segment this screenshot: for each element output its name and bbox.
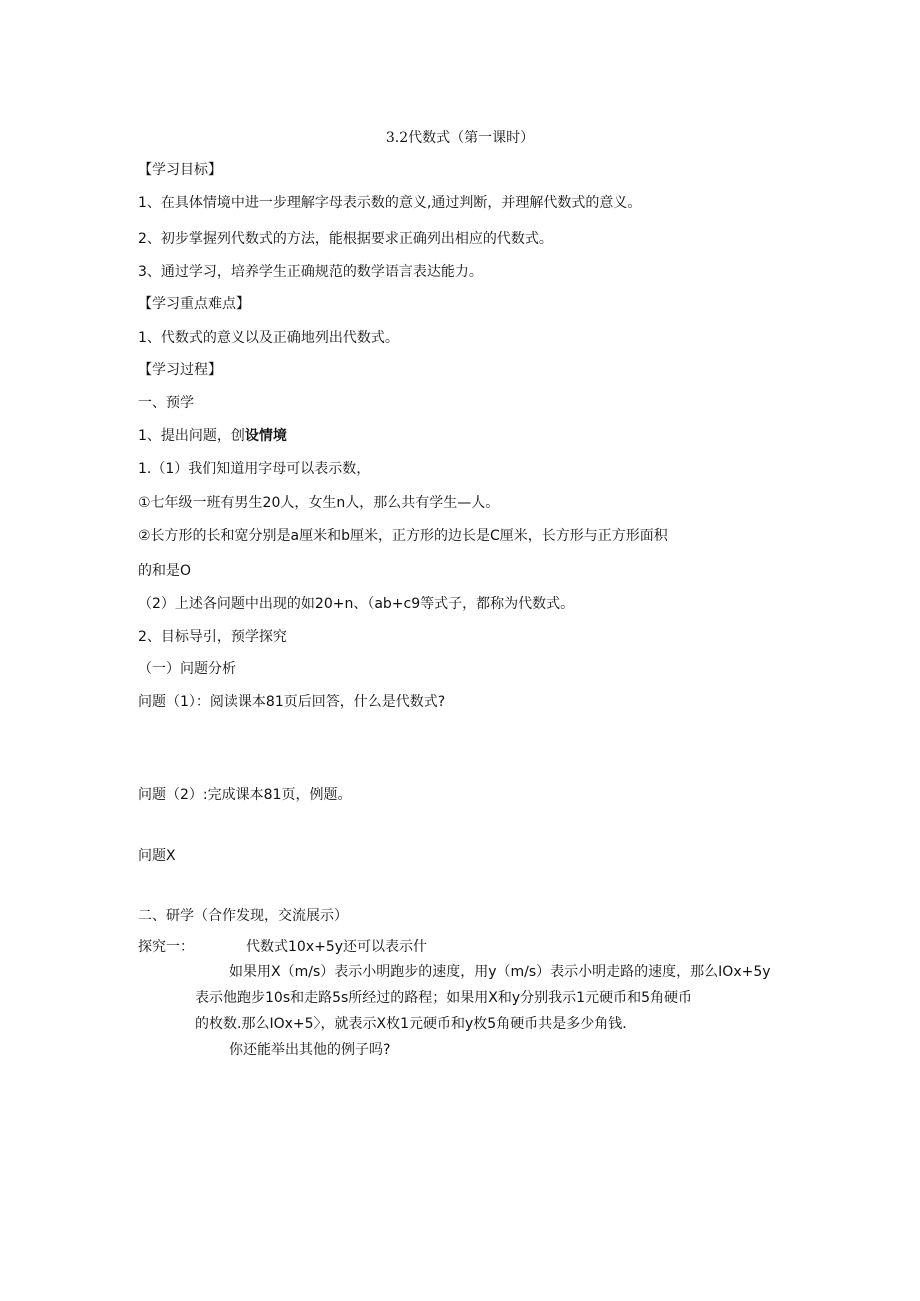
explore1-question: 你还能举出其他的例子吗? [229, 1042, 391, 1058]
problem-2: 问题（2）:完成课本81页，例题。 [138, 787, 352, 803]
question-circle-1: ①七年级一班有男生20人，女生n人，那么共有学生—人。 [138, 495, 500, 511]
problem-3: 问题X [138, 848, 176, 864]
question-circle-2-line-2: 的和是O [138, 563, 192, 579]
step1-prefix: 1、提出问题，创 [138, 428, 245, 444]
objective-item-2: 2、初步掌握列代数式的方法，能根据要求正确列出相应的代数式。 [138, 231, 553, 247]
explore1-para-line-2: 表示他跑步10s和走路5s所经过的路程；如果用X和y分别我示1元硬币和5角硬币 [195, 990, 692, 1006]
objective-item-1: 1、在具体情境中进一步理解字母表示数的意义,通过判断，并理解代数式的意义。 [138, 195, 642, 211]
question-circle-2-line-1: ②长方形的长和宽分别是a厘米和b厘米，正方形的边长是C厘米，长方形与正方形面积 [138, 528, 668, 544]
key-points-heading: 【学习重点难点】 [138, 296, 250, 312]
question-1-2: （2）上述各问题中出现的如20+n、（ab+c9等式子，都称为代数式。 [138, 596, 575, 612]
part2-heading: 二、研学（合作发现，交流展示） [138, 908, 348, 924]
problem-1: 问题（1）：阅读课本81页后回答，什么是代数式? [138, 694, 446, 710]
question-1-1: 1.（1）我们知道用字母可以表示数， [138, 461, 371, 477]
explore1-para-line-1: 如果用X（m∕s）表示小明跑步的速度，用y（m∕s）表示小明走路的速度，那么IOx+5y [229, 964, 771, 980]
objective-item-3: 3、通过学习，培养学生正确规范的数学语言表达能力。 [138, 264, 483, 280]
sub-heading-analysis: （一）问题分析 [138, 661, 236, 677]
explore1-text: 代数式10x+5y还可以表示什 [246, 939, 428, 955]
explore1-para-line-3: 的枚数.那么IOx+5〉，就表示X枚1元硬币和y枚5角硬币共是多少角钱. [195, 1016, 627, 1032]
part1-heading: 一、预学 [138, 395, 194, 411]
explore1-line [138, 937, 427, 957]
objectives-heading: 【学习目标】 [138, 162, 222, 178]
step1-bold-text: 设情境 [244, 428, 287, 444]
process-heading: 【学习过程】 [138, 362, 222, 378]
step2-line: 2、目标导引，预学探究 [138, 629, 287, 645]
document-title: 3.2代数式（第一课时） [385, 130, 535, 146]
key-point-item-1: 1、代数式的意义以及正确地列出代数式。 [138, 330, 399, 346]
step1-line [138, 426, 287, 446]
explore1-label: 探究一： [138, 939, 194, 955]
